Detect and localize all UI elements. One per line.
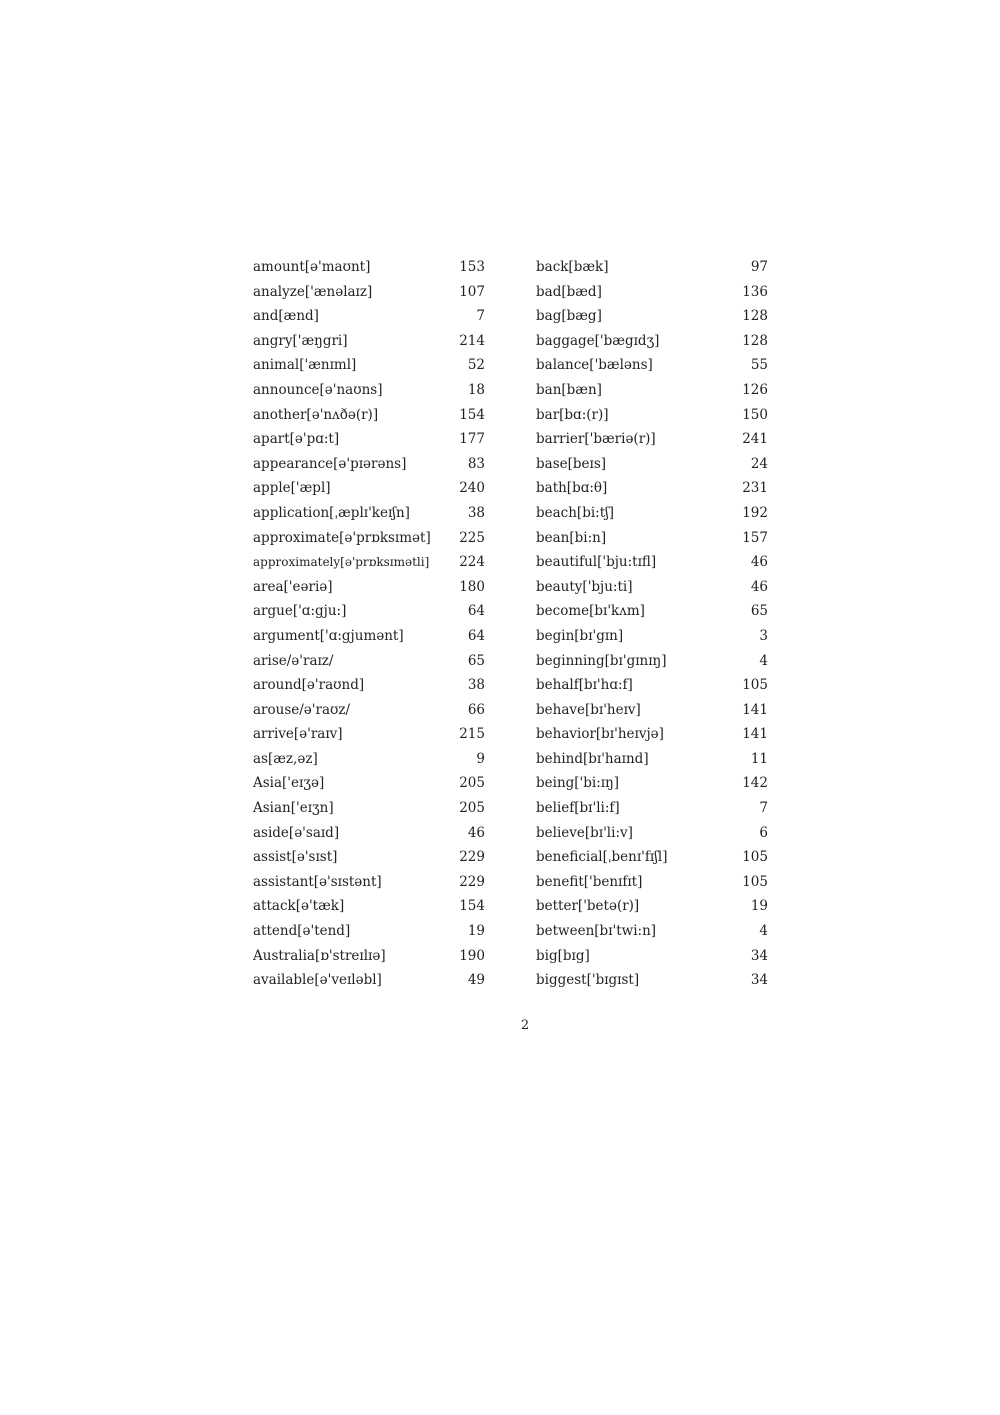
- entry-page-number: 205: [459, 800, 485, 817]
- index-entry: [536, 403, 768, 428]
- entry-word: bad[bæd]: [536, 283, 602, 300]
- index-entry: [253, 403, 485, 428]
- index-entry: [253, 968, 485, 993]
- entry-page-number: 4: [759, 923, 768, 940]
- entry-page-number: 241: [742, 431, 768, 448]
- entry-word: available[ə'veɪləbl]: [253, 972, 382, 989]
- entry-word: biggest['bɪgɪst]: [536, 972, 640, 989]
- entry-page-number: 157: [742, 529, 768, 546]
- entry-page-number: 105: [742, 849, 768, 866]
- index-entry: [536, 624, 768, 649]
- entry-page-number: 180: [459, 578, 485, 595]
- index-entry: [253, 870, 485, 895]
- index-entry: [253, 427, 485, 452]
- index-entry: [536, 698, 768, 723]
- entry-word: amount[ə'maʊnt]: [253, 259, 371, 275]
- entry-page-number: 231: [742, 480, 768, 497]
- entry-page-number: 64: [467, 603, 485, 620]
- page-number: 2: [520, 1018, 530, 1033]
- entry-word: around[ə'raʊnd]: [253, 677, 365, 694]
- entry-word: appearance[ə'pɪərəns]: [253, 455, 407, 472]
- index-entry: [253, 575, 485, 600]
- left-column: [253, 255, 485, 993]
- entry-page-number: 225: [459, 529, 485, 546]
- index-entry: [536, 255, 768, 280]
- entry-page-number: 141: [742, 726, 768, 743]
- index-entry: [536, 526, 768, 551]
- entry-page-number: 6: [759, 824, 768, 841]
- entry-word: bean[bi:n]: [536, 529, 607, 546]
- index-entry: [536, 353, 768, 378]
- entry-word: as[æz,əz]: [253, 750, 318, 767]
- entry-word: beach[bi:tʃ]: [536, 504, 615, 521]
- index-entry: [253, 771, 485, 796]
- entry-page-number: 7: [759, 800, 768, 817]
- index-entry: [536, 894, 768, 919]
- entry-page-number: 142: [742, 775, 768, 792]
- entry-word: analyze['ænəlaɪz]: [253, 283, 373, 300]
- entry-page-number: 18: [467, 381, 485, 398]
- entry-page-number: 46: [467, 824, 485, 841]
- index-entry: [253, 722, 485, 747]
- index-entry: [253, 673, 485, 698]
- entry-page-number: 105: [742, 677, 768, 694]
- entry-page-number: 205: [459, 775, 485, 792]
- entry-page-number: 141: [742, 701, 768, 718]
- index-entry: [536, 944, 768, 969]
- entry-word: between[bɪ'twi:n]: [536, 923, 657, 940]
- index-entry: [253, 919, 485, 944]
- entry-word: assist[ə'sɪst]: [253, 849, 338, 866]
- index-entry: [253, 894, 485, 919]
- entry-page-number: 192: [742, 504, 768, 521]
- index-entry: [253, 329, 485, 354]
- entry-page-number: 4: [759, 652, 768, 669]
- entry-page-number: 150: [742, 406, 768, 423]
- index-entry: [536, 747, 768, 772]
- entry-page-number: 55: [750, 357, 768, 374]
- index-entry: [536, 649, 768, 674]
- entry-word: behavior[bɪ'heɪvjə]: [536, 726, 664, 743]
- index-entry: [253, 698, 485, 723]
- entry-word: Asian['eɪʒn]: [253, 800, 334, 817]
- index-entry: [253, 526, 485, 551]
- index-entry: [536, 452, 768, 477]
- entry-page-number: 105: [742, 873, 768, 890]
- index-entry: [253, 452, 485, 477]
- entry-page-number: 229: [459, 873, 485, 890]
- entry-page-number: 224: [459, 554, 485, 571]
- entry-word: base[beɪs]: [536, 455, 607, 472]
- entry-page-number: 177: [459, 431, 485, 448]
- index-entry: [536, 476, 768, 501]
- index-entry: [536, 870, 768, 895]
- index-entry: [253, 944, 485, 969]
- entry-page-number: 215: [459, 726, 485, 743]
- entry-page-number: 240: [459, 480, 485, 497]
- index-entry: [253, 501, 485, 526]
- index-entry: [536, 599, 768, 624]
- entry-page-number: 107: [459, 283, 485, 300]
- entry-page-number: 66: [467, 701, 485, 718]
- entry-page-number: 64: [467, 627, 485, 644]
- index-entry: [536, 378, 768, 403]
- entry-word: apart[ə'pɑ:t]: [253, 431, 340, 448]
- entry-word: announce[ə'naʊns]: [253, 381, 383, 398]
- entry-word: behalf[bɪ'hɑ:f]: [536, 677, 633, 694]
- entry-word: begin[bɪ'gɪn]: [536, 627, 624, 644]
- entry-word: behind[bɪ'haɪnd]: [536, 750, 649, 767]
- entry-word: beginning[bɪ'gɪnɪŋ]: [536, 652, 667, 669]
- index-entry: [253, 649, 485, 674]
- entry-page-number: 3: [759, 627, 768, 644]
- entry-page-number: 52: [467, 357, 485, 374]
- entry-word: arrive[ə'raɪv]: [253, 726, 343, 743]
- entry-word: animal['ænɪml]: [253, 357, 357, 374]
- index-entry: [253, 599, 485, 624]
- entry-page-number: 34: [750, 947, 768, 964]
- index-entry: [253, 280, 485, 305]
- entry-page-number: 214: [459, 332, 485, 349]
- index-entry: [536, 304, 768, 329]
- index-entry: [253, 353, 485, 378]
- entry-word: beautiful['bju:tɪfl]: [536, 554, 657, 571]
- index-entry: [253, 796, 485, 821]
- entry-page-number: 34: [750, 972, 768, 989]
- entry-word: approximately[ə'prɒksɪmətli]: [253, 555, 430, 570]
- index-entry: [536, 919, 768, 944]
- index-entry: [253, 747, 485, 772]
- entry-word: become[bɪ'kʌm]: [536, 603, 645, 620]
- index-entry: [536, 722, 768, 747]
- entry-page-number: 229: [459, 849, 485, 866]
- entry-page-number: 136: [742, 283, 768, 300]
- entry-page-number: 65: [467, 652, 485, 669]
- index-entry: [536, 575, 768, 600]
- entry-word: attend[ə'tend]: [253, 923, 351, 940]
- entry-word: better['betə(r)]: [536, 898, 640, 915]
- entry-page-number: 38: [467, 677, 485, 694]
- index-entry: [536, 501, 768, 526]
- entry-page-number: 46: [750, 554, 768, 571]
- entry-page-number: 7: [476, 308, 485, 325]
- entry-page-number: 9: [476, 750, 485, 767]
- entry-word: back[bæk]: [536, 259, 609, 275]
- entry-word: behave[bɪ'heɪv]: [536, 701, 641, 718]
- index-entry: [253, 624, 485, 649]
- entry-word: barrier['bæriə(r)]: [536, 431, 656, 448]
- entry-word: bath[bɑ:θ]: [536, 480, 608, 497]
- index-entry: [536, 280, 768, 305]
- index-entry: [253, 845, 485, 870]
- entry-word: area['eəriə]: [253, 578, 333, 595]
- entry-page-number: 153: [459, 259, 485, 275]
- entry-word: argument['ɑ:gjumənt]: [253, 627, 404, 644]
- entry-word: bar[bɑ:(r)]: [536, 406, 609, 423]
- entry-page-number: 46: [750, 578, 768, 595]
- entry-page-number: 24: [750, 455, 768, 472]
- index-entry: [253, 378, 485, 403]
- entry-word: approximate[ə'prɒksɪmət]: [253, 529, 431, 546]
- entry-word: apple['æpl]: [253, 480, 331, 497]
- entry-word: beauty['bju:ti]: [536, 578, 633, 595]
- entry-word: big[bɪg]: [536, 947, 590, 964]
- index-entry: [536, 796, 768, 821]
- right-column: [536, 255, 768, 993]
- entry-word: being['bi:ɪŋ]: [536, 775, 620, 792]
- entry-word: angry['æŋgri]: [253, 332, 348, 349]
- entry-word: arouse/ə'raʊz/: [253, 701, 351, 718]
- index-entry: [253, 476, 485, 501]
- entry-page-number: 38: [467, 504, 485, 521]
- entry-page-number: 19: [750, 898, 768, 915]
- entry-word: argue['ɑ:gju:]: [253, 603, 347, 620]
- index-entry: [536, 673, 768, 698]
- entry-page-number: 19: [467, 923, 485, 940]
- index-entry: [253, 255, 485, 280]
- entry-page-number: 154: [459, 898, 485, 915]
- entry-word: belief[bɪ'li:f]: [536, 800, 620, 817]
- entry-word: and[ænd]: [253, 308, 319, 325]
- entry-page-number: 97: [750, 259, 768, 275]
- index-entry: [536, 329, 768, 354]
- entry-page-number: 11: [750, 750, 768, 767]
- index-entry: [536, 427, 768, 452]
- entry-page-number: 83: [467, 455, 485, 472]
- entry-word: believe[bɪ'li:v]: [536, 824, 633, 841]
- entry-word: attack[ə'tæk]: [253, 898, 345, 915]
- index-entry: [536, 550, 768, 575]
- index-entry: [536, 968, 768, 993]
- entry-page-number: 65: [750, 603, 768, 620]
- index-entry: [536, 845, 768, 870]
- index-entry: [536, 771, 768, 796]
- entry-word: Asia['eɪʒə]: [253, 775, 325, 792]
- entry-word: Australia[ɒ'streɪlɪə]: [253, 947, 386, 964]
- entry-word: another[ə'nʌðə(r)]: [253, 406, 379, 423]
- entry-page-number: 128: [742, 308, 768, 325]
- entry-word: benefit['benɪfɪt]: [536, 873, 643, 890]
- entry-page-number: 49: [467, 972, 485, 989]
- entry-word: application[ˌæplɪ'keɪʃn]: [253, 504, 410, 521]
- entry-word: beneficial[ˌbenɪ'fɪʃl]: [536, 849, 668, 866]
- entry-page-number: 128: [742, 332, 768, 349]
- entry-page-number: 126: [742, 381, 768, 398]
- entry-word: arise/ə'raɪz/: [253, 652, 334, 669]
- index-entry: [253, 821, 485, 846]
- index-entry: [253, 304, 485, 329]
- entry-word: aside[ə'saɪd]: [253, 824, 340, 841]
- index-entry: [253, 550, 485, 575]
- entry-word: assistant[ə'sɪstənt]: [253, 873, 382, 890]
- entry-word: ban[bæn]: [536, 381, 602, 398]
- entry-word: bag[bæg]: [536, 308, 602, 325]
- entry-word: baggage['bægɪdʒ]: [536, 332, 660, 349]
- entry-page-number: 190: [459, 947, 485, 964]
- entry-page-number: 154: [459, 406, 485, 423]
- index-entry: [536, 821, 768, 846]
- entry-word: balance['bæləns]: [536, 357, 653, 374]
